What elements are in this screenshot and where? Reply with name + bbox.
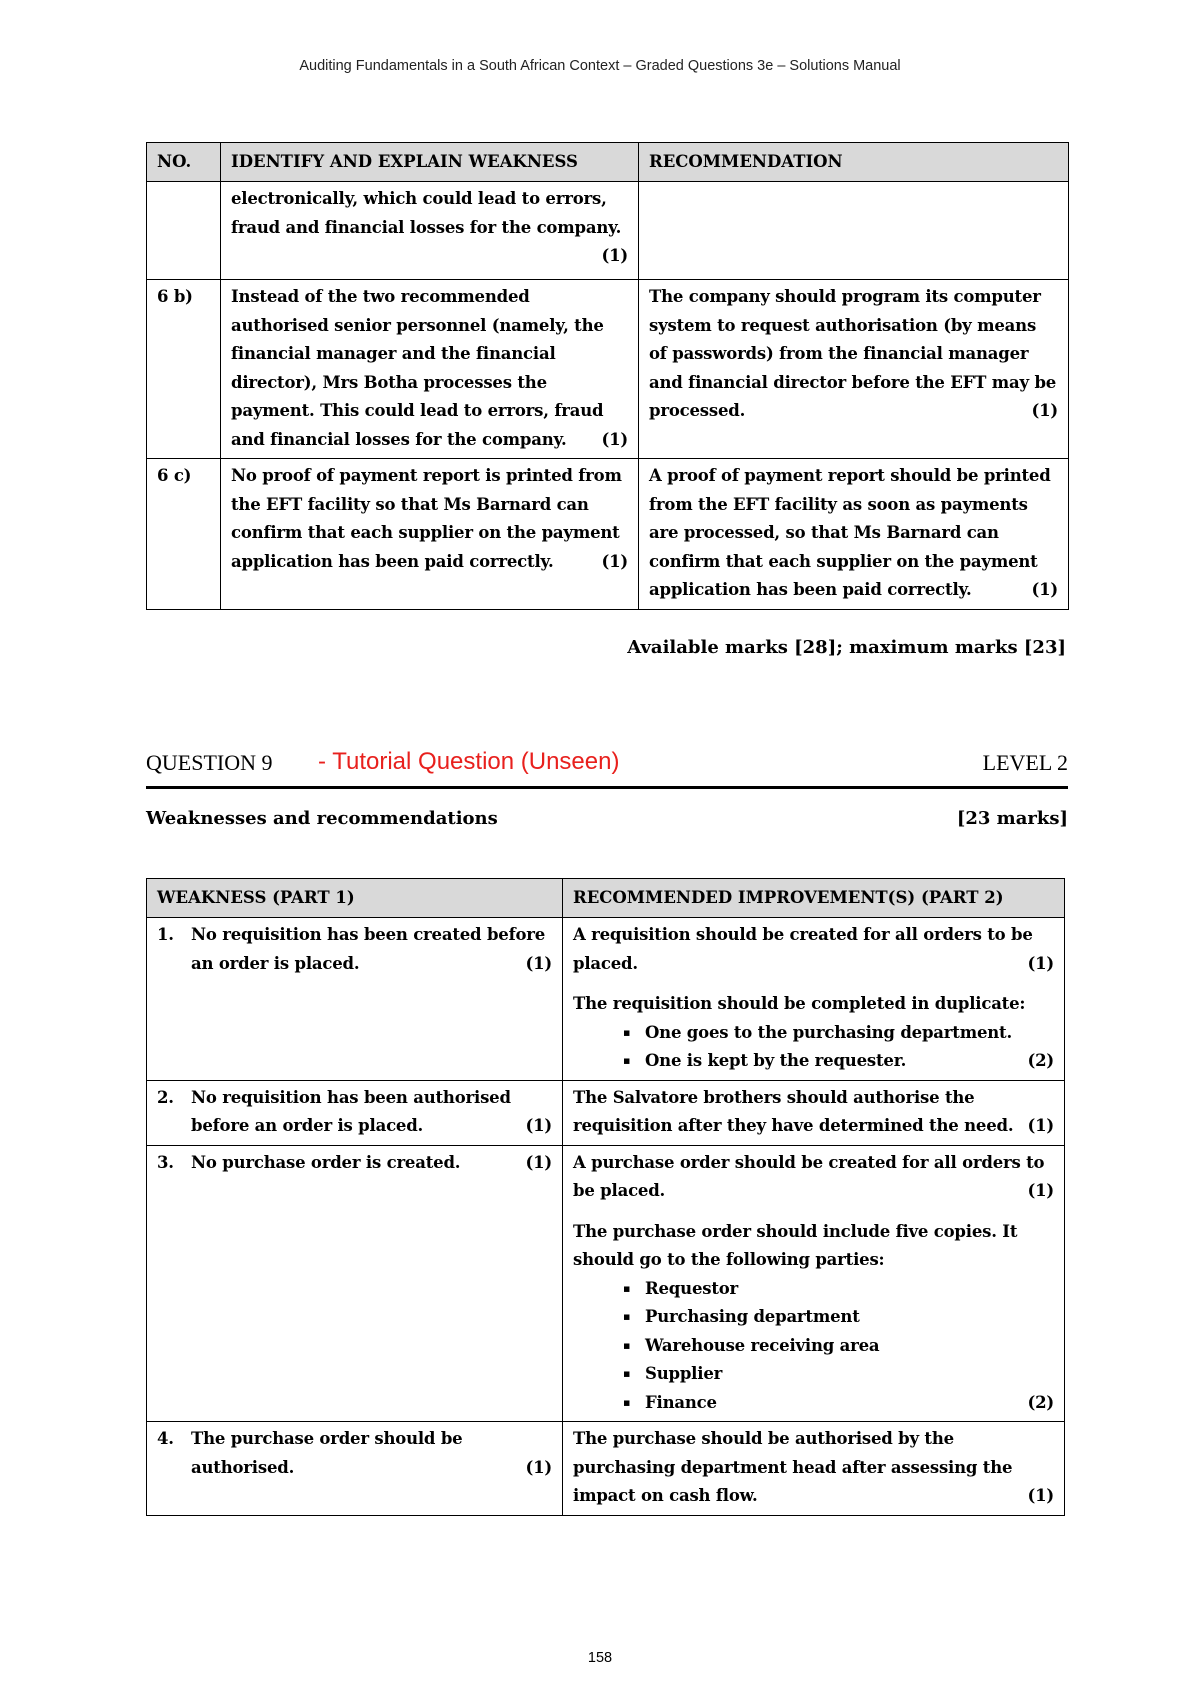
col-header-weakness: IDENTIFY AND EXPLAIN WEAKNESS xyxy=(221,143,639,182)
table-header-row xyxy=(147,879,1065,918)
bullet-list xyxy=(573,1275,1054,1418)
topic-marks: [23 marks] xyxy=(956,808,1068,829)
mark: (1) xyxy=(601,246,628,265)
row-number: 6 c) xyxy=(147,459,221,610)
col-header-recommendation: RECOMMENDATION xyxy=(639,143,1069,182)
list-item: ▪ Finance (2) xyxy=(623,1389,1054,1418)
col-header-weakness: WEAKNESS (PART 1) xyxy=(147,879,563,918)
list-item: ▪ Requestor xyxy=(623,1275,1054,1304)
list-item: ▪ Supplier xyxy=(623,1360,1054,1389)
topic-title: Weaknesses and recommendations xyxy=(146,808,498,829)
mark: (2) xyxy=(1027,1392,1054,1412)
mark: (1) xyxy=(525,953,552,973)
mark: (1) xyxy=(1027,1181,1054,1200)
question-subtitle: - Tutorial Question (Unseen) xyxy=(318,748,620,775)
mark: (1) xyxy=(1027,1116,1054,1135)
table-row xyxy=(147,918,1065,1081)
recommendation-cell: A proof of payment report should be printed from the EFT facility as soon as payments are processed, so that Ms Barnard can confirm that each supplier on the payment application has been paid correctly. (1) xyxy=(639,459,1069,610)
weakness-cell: Instead of the two recommended authorised senior personnel (namely, the financial manager and the financial director), Mrs Botha processes the payment. This could lead to errors, fraud and financial losses for the company. (1) xyxy=(221,280,639,459)
table-row xyxy=(147,280,1069,459)
available-marks: Available marks [28]; maximum marks [23] xyxy=(627,637,1066,658)
row-number: 6 b) xyxy=(147,280,221,459)
list-item: ▪ One is kept by the requester. (2) xyxy=(623,1047,1054,1076)
bullet-list xyxy=(573,1019,1054,1076)
mark: (1) xyxy=(601,551,628,571)
question-level: LEVEL 2 xyxy=(982,750,1068,775)
col-header-no: NO. xyxy=(147,143,221,182)
table-header-row xyxy=(147,143,1069,182)
weakness-cell: 2. No requisition has been authorised before an order is placed. (1) xyxy=(147,1080,563,1145)
improvement-cell: The purchase should be authorised by the purchasing department head after assessing the impact on cash flow. (1) xyxy=(563,1422,1065,1516)
question-heading xyxy=(146,746,1068,789)
question-number: QUESTION 9 xyxy=(146,750,273,775)
mark: (2) xyxy=(1027,1051,1054,1070)
improvement-cell: A requisition should be created for all orders to be placed. (1) The requisition should be completed in duplicate: ▪ One goes to the purchasing department. ▪ One is kept by the requester. (2) xyxy=(563,918,1065,1081)
mark: (1) xyxy=(525,1457,552,1477)
table-row xyxy=(147,182,1069,280)
improvement-cell: The Salvatore brothers should authorise the requisition after they have determined the need. (1) xyxy=(563,1080,1065,1145)
weakness-cell: No proof of payment report is printed from the EFT facility so that Ms Barnard can confirm that each supplier on the payment application has been paid correctly. (1) xyxy=(221,459,639,610)
mark: (1) xyxy=(1027,953,1054,973)
list-item: ▪ Warehouse receiving area xyxy=(623,1332,1054,1361)
weakness-cell: 4. The purchase order should be authorised. (1) xyxy=(147,1422,563,1516)
page-number: 158 xyxy=(587,1650,613,1666)
mark: (1) xyxy=(601,429,628,449)
row-number xyxy=(147,182,221,280)
mark: (1) xyxy=(1027,1486,1054,1505)
recommendation-cell: The company should program its computer system to request authorisation (by means of passwords) from the financial manager and financial director before the EFT may be processed. (1) xyxy=(639,280,1069,459)
weakness-improvement-table xyxy=(146,878,1065,1516)
table-row xyxy=(147,1145,1065,1422)
list-item: ▪ Purchasing department xyxy=(623,1303,1054,1332)
weakness-cell: electronically, which could lead to errors, fraud and financial losses for the company. (1) xyxy=(221,182,639,280)
weakness-cell: 3. No purchase order is created. (1) xyxy=(147,1145,563,1422)
mark: (1) xyxy=(525,1116,552,1135)
mark: (1) xyxy=(1031,580,1058,599)
table-row xyxy=(147,1080,1065,1145)
topic-line xyxy=(146,808,1068,829)
col-header-improvement: RECOMMENDED IMPROVEMENT(S) (PART 2) xyxy=(563,879,1065,918)
mark: (1) xyxy=(525,1152,552,1172)
table-row xyxy=(147,459,1069,610)
improvement-cell: A purchase order should be created for all orders to be placed. (1) The purchase order should include five copies. It should go to the following parties: ▪ Requestor ▪ Purchasing department ▪ Warehouse receiving area ▪ Supplier ▪ Finance (2) xyxy=(563,1145,1065,1422)
table-row xyxy=(147,1422,1065,1516)
list-item: ▪ One goes to the purchasing department. xyxy=(623,1019,1054,1048)
weakness-cell: 1. No requisition has been created before an order is placed. (1) xyxy=(147,918,563,1081)
running-header: Auditing Fundamentals in a South African Context – Graded Questions 3e – Solutions Manual xyxy=(299,58,901,74)
weakness-recommendation-table-continued xyxy=(146,142,1069,610)
mark: (1) xyxy=(1031,401,1058,420)
recommendation-cell xyxy=(639,182,1069,280)
